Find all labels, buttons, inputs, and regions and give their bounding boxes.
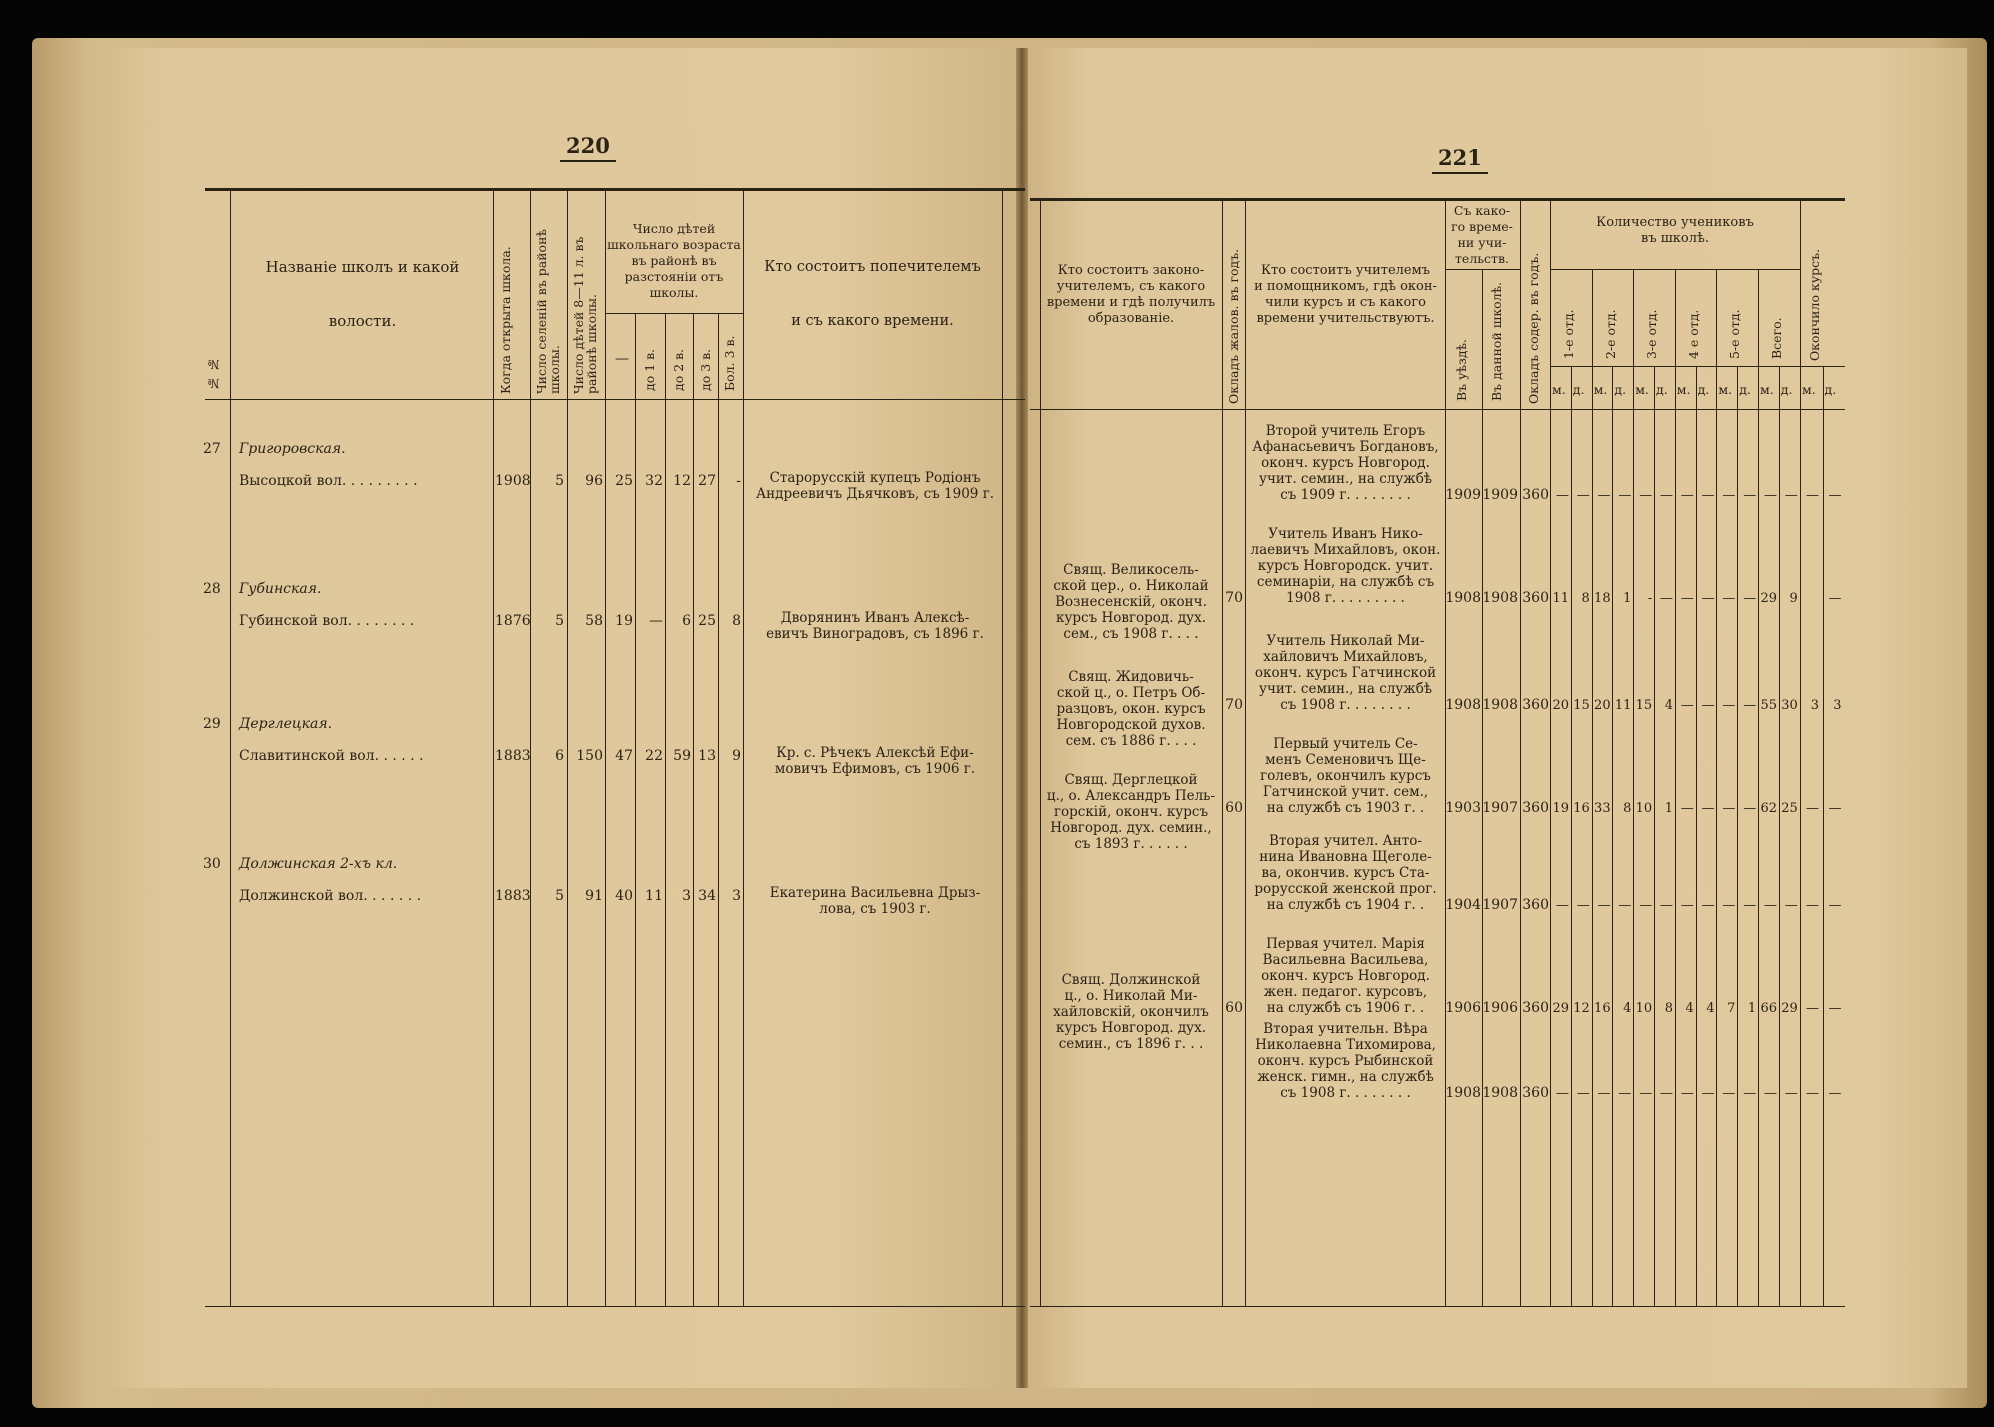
row-number: 30 xyxy=(203,856,221,872)
pupil-count: — xyxy=(1639,1086,1653,1101)
header-m: м. xyxy=(1802,382,1816,397)
pupil-count: — xyxy=(1828,1001,1842,1016)
header-children: Число дѣтей 8—11 л. въ районѣ школы. xyxy=(571,236,599,394)
pupil-count: — xyxy=(1806,1001,1819,1016)
pupil-count: 20 xyxy=(1552,698,1569,713)
pupil-subcolumn-divider xyxy=(1779,366,1780,1306)
pupil-count: — xyxy=(1722,591,1736,606)
pupil-count: - xyxy=(1647,591,1653,606)
finished-divider xyxy=(1823,366,1824,1306)
year-in-school: 1906 xyxy=(1482,1000,1518,1016)
year-in-school: 1908 xyxy=(1482,590,1518,606)
pupil-count: 29 xyxy=(1760,591,1777,606)
header-law-salary: Окладъ жалов. въ годъ. xyxy=(1226,248,1241,404)
pupil-count: 8 xyxy=(1664,1001,1673,1016)
header-pupils-group: Количество учениковъ въ школѣ. xyxy=(1596,215,1754,246)
pupil-group-divider xyxy=(1633,269,1634,1306)
header-m: м. xyxy=(1552,382,1566,397)
pupil-count: 4 xyxy=(1623,1001,1632,1016)
right-table xyxy=(1030,198,1845,1307)
distance-count-4: 3 xyxy=(732,888,741,904)
pupil-count: — xyxy=(1743,591,1757,606)
distance-count-3: 27 xyxy=(698,473,716,489)
law-salary: 70 xyxy=(1225,590,1243,606)
villages-count: 6 xyxy=(555,748,564,764)
header-finished: Окончило курсъ. xyxy=(1807,248,1822,361)
opened-year: 1876 xyxy=(495,613,531,629)
pupil-count: 1 xyxy=(1623,591,1632,606)
teacher-text: Вторая учительн. Вѣра Николаевна Тихомирова, оконч. курсъ Рыбинской женск. гимн., на службѣ съ 1908 г. . . . . . . . xyxy=(1255,1021,1436,1101)
pupil-count: — xyxy=(1701,1086,1715,1101)
pupil-count: — xyxy=(1828,591,1842,606)
pupil-count: 1 xyxy=(1664,801,1673,816)
header-d: д. xyxy=(1739,382,1751,397)
pupil-count: 29 xyxy=(1781,1001,1798,1016)
pupil-count: 29 xyxy=(1552,1001,1569,1016)
header-since-group: Съ како- го време- ни учи- тельств. xyxy=(1451,203,1513,266)
header-total: Всего. xyxy=(1769,317,1784,359)
pupil-count: 8 xyxy=(1581,591,1590,606)
header-law-teacher: Кто состоитъ законо- учителемъ, съ какого времени и гдѣ получилъ образованіе. xyxy=(1046,263,1216,326)
pupil-count: — xyxy=(1680,1086,1694,1101)
header-m: м. xyxy=(1760,382,1774,397)
teacher-text: Вторая учител. Анто- нина Ивановна Щеголе- ва, окончив. курсъ Ста- рорусской женской прог. на службѣ съ 1904 г. . xyxy=(1254,833,1437,913)
year-in-school: 1909 xyxy=(1482,487,1518,503)
pupil-count: 12 xyxy=(1573,1001,1590,1016)
pupil-count: — xyxy=(1660,591,1673,606)
teacher-salary: 360 xyxy=(1522,590,1549,606)
opened-year: 1883 xyxy=(495,888,531,904)
header-d: д. xyxy=(1697,382,1710,397)
pupil-count: — xyxy=(1806,898,1819,913)
year-in-uezd: 1908 xyxy=(1445,590,1481,606)
left-page-number: 220 xyxy=(560,133,616,162)
pupil-count: — xyxy=(1764,1086,1777,1101)
pupil-count: — xyxy=(1576,898,1590,913)
teacher-salary: 360 xyxy=(1522,897,1549,913)
header-trustee-since: и съ какого времени. xyxy=(791,313,954,329)
pupil-count: 66 xyxy=(1760,1001,1777,1016)
pupil-count: 1 xyxy=(1747,1001,1757,1016)
distance-count-0: 47 xyxy=(615,748,633,764)
teacher-salary: 360 xyxy=(1522,1000,1549,1016)
children-count: 150 xyxy=(576,748,603,764)
pupil-count: — xyxy=(1597,488,1611,503)
pupil-count: 16 xyxy=(1573,801,1590,816)
pupil-count: 18 xyxy=(1594,591,1611,606)
law-teacher-text: Свящ. Должинской ц., о. Николай Ми- хайловскій, окончилъ курсъ Новгород. дух. семин., съ 1896 г. . . xyxy=(1053,972,1209,1052)
distance-count-0: 40 xyxy=(615,888,633,904)
pupil-count: — xyxy=(1722,801,1736,816)
pupil-count: — xyxy=(1806,488,1819,503)
pupil-count: — xyxy=(1660,1086,1673,1101)
teacher-text: Первый учитель Се- менъ Семеновичъ Ще- голевъ, окончилъ курсъ Гатчинской учит. сем., на службѣ съ 1903 г. . xyxy=(1260,736,1431,816)
pupil-count: — xyxy=(1680,591,1694,606)
trustee-text: Кр. с. Рѣчекъ Алексѣй Ефи- мовичъ Ефимовъ, съ 1906 г. xyxy=(774,745,976,777)
year-in-uezd: 1903 xyxy=(1445,800,1481,816)
header-number: № № xyxy=(206,357,221,391)
header-dept1: 1-е отд. xyxy=(1561,309,1576,359)
pupil-count: 4 xyxy=(1685,1001,1694,1016)
pupil-group-divider xyxy=(1758,269,1759,1306)
pupil-count: — xyxy=(1597,898,1611,913)
pupil-count: — xyxy=(1784,1086,1798,1101)
year-in-school: 1908 xyxy=(1482,1085,1518,1101)
pupil-count: 15 xyxy=(1635,698,1653,713)
pupil-count: 4 xyxy=(1706,1001,1715,1016)
teacher-salary: 360 xyxy=(1522,800,1549,816)
header-dept4: 4 е отд. xyxy=(1685,309,1701,359)
distance-count-1: 11 xyxy=(645,888,663,904)
pupil-count: — xyxy=(1556,898,1569,913)
pupil-count: — xyxy=(1701,801,1715,816)
pupil-count: — xyxy=(1722,898,1736,913)
pupil-count: — xyxy=(1806,801,1819,816)
teacher-text: Второй учитель Егоръ Афанасьевичъ Богдановъ, оконч. курсъ Новгород. учит. семин., на службѣ съ 1909 г. . . . . . . . xyxy=(1252,423,1439,503)
header-d3: до 3 в. xyxy=(698,348,713,391)
pupil-count: — xyxy=(1701,591,1715,606)
trustee-text: Дворянинъ Иванъ Алексѣ- евичъ Виноградовъ, съ 1896 г. xyxy=(766,610,984,642)
trustee-text: Екатерина Васильевна Дрыз- лова, съ 1903 г. xyxy=(769,885,981,917)
pupil-count: — xyxy=(1618,1086,1632,1101)
pupil-subcolumn-divider xyxy=(1612,366,1613,1306)
children-count: 91 xyxy=(585,888,603,904)
pupil-subcolumn-divider xyxy=(1696,366,1697,1306)
year-in-uezd: 1906 xyxy=(1445,1000,1481,1016)
pupil-group-divider xyxy=(1592,269,1593,1306)
header-d: д. xyxy=(1824,382,1837,397)
pupil-count: 10 xyxy=(1635,1001,1653,1016)
law-salary: 60 xyxy=(1225,800,1243,816)
pupil-count: — xyxy=(1556,1086,1569,1101)
header-d: д. xyxy=(1572,382,1585,397)
distance-count-3: 13 xyxy=(698,748,716,764)
opened-year: 1883 xyxy=(495,748,531,764)
header-school-name: Названіе школъ и какой xyxy=(265,258,460,276)
header-m: м. xyxy=(1593,382,1608,397)
header-m: м. xyxy=(1718,382,1733,397)
pupil-count: — xyxy=(1722,488,1736,503)
header-dept2: 2-е отд. xyxy=(1602,309,1618,359)
pupil-count: 3 xyxy=(1833,698,1842,713)
pupil-subcolumn-divider xyxy=(1571,366,1572,1306)
pupil-count: — xyxy=(1680,698,1694,713)
pupil-count: 16 xyxy=(1594,1001,1611,1016)
pupil-group-divider xyxy=(1675,269,1676,1306)
pupil-count: — xyxy=(1639,488,1653,503)
year-in-uezd: 1909 xyxy=(1445,487,1481,503)
year-in-uezd: 1904 xyxy=(1445,897,1481,913)
header-in-school: Въ данной школѣ. xyxy=(1489,281,1504,401)
pupil-count: — xyxy=(1701,698,1715,713)
header-trustee: Кто состоитъ попечителемъ xyxy=(764,259,981,275)
pupil-count: — xyxy=(1828,898,1842,913)
law-salary: 60 xyxy=(1225,1000,1243,1016)
pupil-count: — xyxy=(1680,488,1694,503)
year-in-school: 1908 xyxy=(1482,697,1518,713)
volost-name: Высоцкой вол. . . . . . . . . xyxy=(239,473,418,489)
pupil-count: — xyxy=(1701,898,1715,913)
teacher-text: Учитель Николай Ми- хайловичъ Михайловъ, оконч. курсъ Гатчинской учит. семин., на службѣ съ 1908 г. . . . . . . . xyxy=(1254,633,1437,713)
row-number: 27 xyxy=(203,441,221,457)
pupil-count: — xyxy=(1597,1086,1611,1101)
law-teacher-text: Свящ. Великосель- ской цер., о. Николай Вознесенскій, оконч. курсъ Новгород. дух. сем., съ 1908 г. . . . xyxy=(1053,562,1209,642)
pupil-count: 15 xyxy=(1573,698,1590,713)
header-in-uezd: Въ уѣздѣ. xyxy=(1454,338,1469,401)
header-d4: Бол. 3 в. xyxy=(722,335,737,391)
header-teachers: Кто состоитъ учителемъ и помощникомъ, гдѣ окон- чили курсъ и съ какого времени учительствуютъ. xyxy=(1254,263,1437,326)
children-count: 96 xyxy=(585,473,603,489)
distance-count-3: 34 xyxy=(698,888,716,904)
pupil-count: 20 xyxy=(1594,698,1611,713)
pupil-count: — xyxy=(1743,698,1757,713)
trustee-text: Старорусскій купецъ Родіонъ Андреевичъ Дьячковъ, съ 1909 г. xyxy=(755,470,995,502)
pupil-count: 19 xyxy=(1552,801,1569,816)
pupil-count: — xyxy=(1618,898,1632,913)
distance-count-3: 25 xyxy=(698,613,716,629)
row-number: 28 xyxy=(203,581,221,597)
pupil-count: 25 xyxy=(1781,801,1798,816)
distance-count-1: 22 xyxy=(645,748,663,764)
pupil-count: — xyxy=(1764,488,1777,503)
pupil-count: — xyxy=(1828,488,1842,503)
header-salary: Окладъ содер. въ годъ. xyxy=(1526,252,1541,404)
volost-name: Должинской вол. . . . . . . xyxy=(239,888,422,904)
year-in-school: 1907 xyxy=(1482,800,1518,816)
pupil-count: — xyxy=(1701,488,1715,503)
school-name: Григоровская. xyxy=(239,441,346,457)
pupil-count: 8 xyxy=(1623,801,1632,816)
header-d0: — xyxy=(615,351,629,367)
pupil-count: 4 xyxy=(1664,698,1673,713)
header-d2: до 2 в. xyxy=(671,348,686,391)
pupil-count: — xyxy=(1743,898,1757,913)
law-salary: 70 xyxy=(1225,697,1243,713)
header-distance-group: Число дѣтей школьнаго возраста въ районѣ въ разстояніи отъ школы. xyxy=(607,221,741,300)
pupil-count: 62 xyxy=(1760,801,1777,816)
right-page-number: 221 xyxy=(1432,145,1488,174)
pupil-count: — xyxy=(1743,488,1757,503)
pupil-count: — xyxy=(1743,1086,1757,1101)
header-opened: Когда открыта школа. xyxy=(498,246,513,394)
distance-count-4: 8 xyxy=(732,613,741,629)
distance-count-4: - xyxy=(736,473,741,489)
header-d1: до 1 в. xyxy=(642,348,657,391)
distance-count-2: 6 xyxy=(682,613,691,629)
year-in-school: 1907 xyxy=(1482,897,1518,913)
opened-year: 1908 xyxy=(495,473,531,489)
distance-count-4: 9 xyxy=(732,748,741,764)
pupil-count: — xyxy=(1639,898,1653,913)
distance-count-2: 12 xyxy=(673,473,691,489)
row-number: 29 xyxy=(203,716,221,732)
distance-count-1: — xyxy=(649,613,663,629)
pupil-count: — xyxy=(1680,898,1694,913)
pupil-count: 33 xyxy=(1594,801,1611,816)
pupil-count: 9 xyxy=(1789,591,1798,606)
villages-count: 5 xyxy=(555,888,564,904)
villages-count: 5 xyxy=(555,613,564,629)
pupil-count: — xyxy=(1828,801,1842,816)
law-teacher-text: Свящ. Дерглецкой ц., о. Александръ Пель- горскій, оконч. курсъ Новгород. дух. семин., съ 1893 г. . . . . . xyxy=(1046,772,1216,852)
pupil-subcolumn-divider xyxy=(1654,366,1655,1306)
header-dept3: 3-е отд. xyxy=(1644,309,1660,359)
teacher-salary: 360 xyxy=(1522,1085,1549,1101)
school-name: Дерглецкая. xyxy=(239,716,333,732)
header-volost: волости. xyxy=(328,312,397,330)
teacher-salary: 360 xyxy=(1522,487,1549,503)
pupil-subcolumn-divider xyxy=(1737,366,1738,1306)
header-d: д. xyxy=(1614,382,1627,397)
pupil-count: — xyxy=(1722,1086,1736,1101)
pupil-count: — xyxy=(1576,488,1590,503)
distance-count-2: 59 xyxy=(673,748,691,764)
pupil-count: — xyxy=(1784,488,1798,503)
teacher-salary: 360 xyxy=(1522,697,1549,713)
teacher-text: Первая учител. Марія Васильевна Васильева, оконч. курсъ Новгород. жен. педагог. курсовъ, на службѣ съ 1906 г. . xyxy=(1261,936,1430,1016)
header-m: м. xyxy=(1635,382,1649,397)
volost-name: Губинской вол. . . . . . . . xyxy=(239,613,415,629)
volost-name: Славитинской вол. . . . . . xyxy=(239,748,424,764)
header-d: д. xyxy=(1656,382,1668,397)
header-d: д. xyxy=(1780,382,1793,397)
header-dept5: 5-е отд. xyxy=(1727,309,1743,359)
header-villages: Число селеній въ районѣ школы. xyxy=(534,229,562,394)
school-name: Должинская 2-хъ кл. xyxy=(239,856,398,872)
pupil-count: — xyxy=(1556,488,1569,503)
distance-count-1: 32 xyxy=(645,473,663,489)
distance-count-0: 25 xyxy=(615,473,633,489)
distance-count-0: 19 xyxy=(615,613,633,629)
pupil-count: 7 xyxy=(1727,1001,1736,1016)
pupil-count: — xyxy=(1722,698,1736,713)
pupil-group-divider xyxy=(1716,269,1717,1306)
left-table xyxy=(205,188,1025,1307)
children-count: 58 xyxy=(585,613,603,629)
pupil-count: 11 xyxy=(1552,591,1569,606)
distance-count-2: 3 xyxy=(682,888,691,904)
header-m: м. xyxy=(1676,382,1691,397)
pupil-count: — xyxy=(1784,898,1798,913)
pupil-count: — xyxy=(1660,488,1673,503)
pupil-count: — xyxy=(1618,488,1632,503)
school-name: Губинская. xyxy=(239,581,322,597)
year-in-uezd: 1908 xyxy=(1445,1085,1481,1101)
pupil-count: — xyxy=(1576,1086,1590,1101)
pupil-count: — xyxy=(1680,801,1694,816)
pupil-count: — xyxy=(1806,1086,1819,1101)
year-in-uezd: 1908 xyxy=(1445,697,1481,713)
pupil-count: 30 xyxy=(1781,698,1798,713)
pupil-count: 10 xyxy=(1635,801,1653,816)
pupil-count: 3 xyxy=(1810,698,1819,713)
teacher-text: Учитель Иванъ Нико- лаевичъ Михайловъ, окон. курсъ Новгородск. учит. семинаріи, на службѣ съ 1908 г. . . . . . . . . xyxy=(1250,526,1441,606)
law-teacher-text: Свящ. Жидовичь- ской ц., о. Петръ Об- разцовъ, окон. курсъ Новгородской духов. сем. съ 1886 г. . . . xyxy=(1056,669,1206,749)
pupil-count: — xyxy=(1743,801,1757,816)
pupil-count: — xyxy=(1828,1086,1842,1101)
pupil-count: — xyxy=(1764,898,1777,913)
pupil-count: 11 xyxy=(1614,698,1632,713)
pupil-count: — xyxy=(1660,898,1673,913)
villages-count: 5 xyxy=(555,473,564,489)
pupil-count: 55 xyxy=(1760,698,1777,713)
